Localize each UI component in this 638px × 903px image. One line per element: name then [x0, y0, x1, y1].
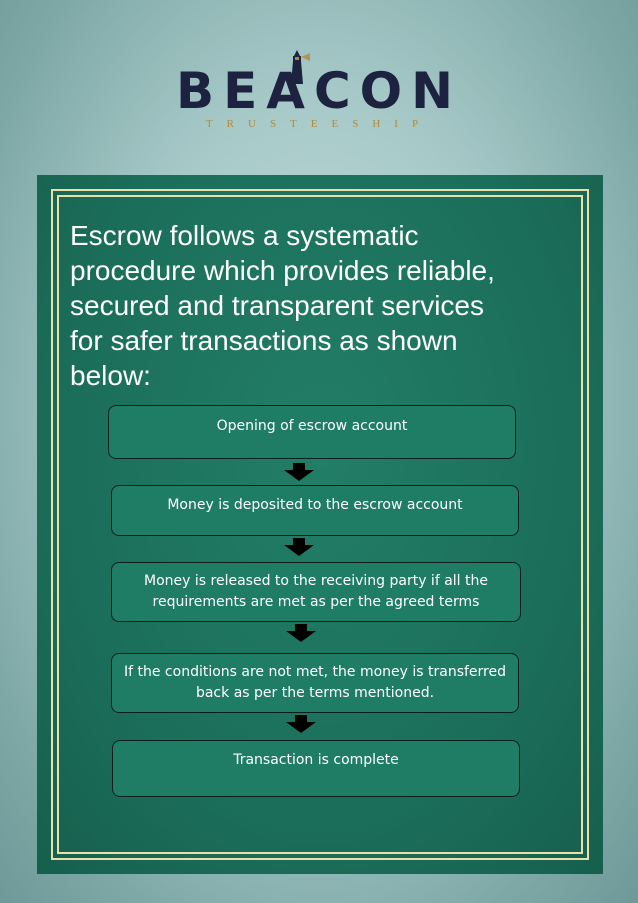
step-3-label: Money is released to the receiving party if all the requirements are met as per the agreed terms	[144, 573, 488, 610]
down-arrow-icon	[286, 624, 316, 642]
beacon-logo	[0, 48, 638, 138]
step-4-box	[111, 653, 519, 713]
step-2-label: Money is deposited to the escrow account	[167, 497, 463, 513]
step-5-box	[112, 740, 520, 797]
down-arrow-icon	[284, 463, 314, 481]
step-4-label: If the conditions are not met, the money is transferred back as per the terms mentioned.	[124, 664, 506, 701]
step-3-box	[111, 562, 521, 622]
step-2-box	[111, 485, 519, 536]
step-5-label: Transaction is complete	[233, 752, 399, 768]
step-1-box	[108, 405, 516, 459]
logo-wordmark: BEACON	[175, 62, 462, 120]
logo-subtitle: TRUSTEESHIP	[205, 118, 433, 130]
step-1-label: Opening of escrow account	[216, 418, 408, 434]
down-arrow-icon	[286, 715, 316, 733]
intro-text: Escrow follows a systematic procedure which provides reliable, secured and transparent services for safer transactions as shown below:	[70, 220, 495, 391]
down-arrow-icon	[284, 538, 314, 556]
